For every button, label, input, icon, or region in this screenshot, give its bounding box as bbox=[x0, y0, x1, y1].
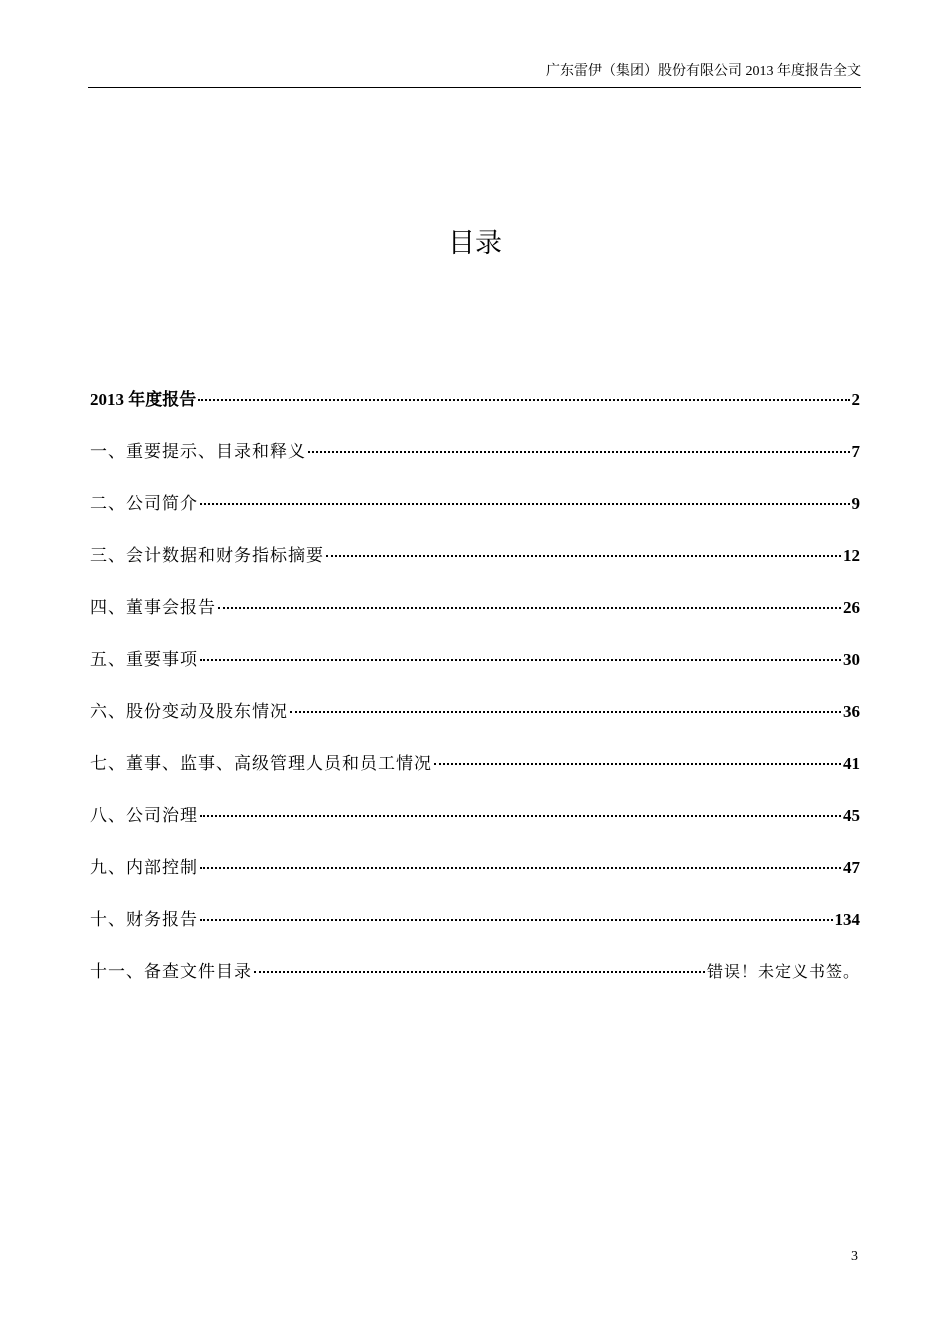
toc-entry-page-error: 错误！未定义书签。 bbox=[706, 962, 860, 981]
toc-entry-page: 2 bbox=[851, 390, 860, 409]
toc-dot-leader bbox=[290, 711, 841, 713]
toc-entry-section-10[interactable] bbox=[90, 906, 860, 958]
toc-entry-label: 九、内部控制 bbox=[90, 858, 198, 878]
toc-dot-leader bbox=[200, 919, 833, 921]
page-title: 目录 bbox=[448, 228, 502, 259]
toc-dot-leader bbox=[254, 971, 705, 973]
toc-dot-leader bbox=[200, 659, 841, 661]
running-header: 广东雷伊（集团）股份有限公司 2013 年度报告全文 bbox=[546, 64, 861, 79]
toc-entry-label: 八、公司治理 bbox=[90, 806, 198, 826]
toc-entry-annual-report[interactable] bbox=[90, 386, 860, 438]
toc-entry-section-4[interactable] bbox=[90, 594, 860, 646]
toc-entry-page: 41 bbox=[843, 754, 860, 773]
toc-entry-label: 十、财务报告 bbox=[90, 910, 198, 930]
toc-entry-label: 2013 年度报告 bbox=[90, 390, 197, 409]
table-of-contents bbox=[90, 386, 860, 1010]
page-number: 3 bbox=[851, 1249, 858, 1264]
toc-entry-page: 26 bbox=[843, 598, 860, 617]
header-divider bbox=[88, 87, 861, 88]
toc-entry-page: 30 bbox=[843, 650, 860, 669]
toc-entry-label: 七、董事、监事、高级管理人员和员工情况 bbox=[90, 754, 432, 774]
toc-entry-page: 7 bbox=[851, 442, 860, 461]
toc-entry-section-11[interactable] bbox=[90, 958, 860, 1010]
toc-entry-section-8[interactable] bbox=[90, 802, 860, 854]
toc-entry-page: 36 bbox=[843, 702, 860, 721]
toc-dot-leader bbox=[200, 867, 841, 869]
toc-entry-section-1[interactable] bbox=[90, 438, 860, 490]
toc-entry-page: 45 bbox=[843, 806, 860, 825]
toc-entry-label: 十一、备查文件目录 bbox=[90, 962, 252, 982]
toc-dot-leader bbox=[200, 815, 841, 817]
toc-dot-leader bbox=[200, 503, 850, 505]
toc-entry-section-3[interactable] bbox=[90, 542, 860, 594]
toc-dot-leader bbox=[326, 555, 841, 557]
toc-dot-leader bbox=[308, 451, 850, 453]
toc-entry-section-6[interactable] bbox=[90, 698, 860, 750]
toc-dot-leader bbox=[434, 763, 841, 765]
toc-dot-leader bbox=[218, 607, 841, 609]
toc-entry-section-9[interactable] bbox=[90, 854, 860, 906]
toc-entry-page: 9 bbox=[851, 494, 860, 513]
toc-entry-section-2[interactable] bbox=[90, 490, 860, 542]
toc-entry-label: 二、公司简介 bbox=[90, 494, 198, 514]
toc-entry-label: 六、股份变动及股东情况 bbox=[90, 702, 288, 722]
toc-entry-label: 四、董事会报告 bbox=[90, 598, 216, 618]
toc-entry-page: 134 bbox=[834, 910, 860, 929]
toc-entry-label: 五、重要事项 bbox=[90, 650, 198, 670]
toc-entry-label: 一、重要提示、目录和释义 bbox=[90, 442, 306, 462]
toc-entry-section-7[interactable] bbox=[90, 750, 860, 802]
toc-entry-section-5[interactable] bbox=[90, 646, 860, 698]
toc-entry-label: 三、会计数据和财务指标摘要 bbox=[90, 546, 324, 566]
toc-dot-leader bbox=[198, 399, 849, 401]
toc-entry-page: 47 bbox=[843, 858, 860, 877]
toc-entry-page: 12 bbox=[843, 546, 860, 565]
